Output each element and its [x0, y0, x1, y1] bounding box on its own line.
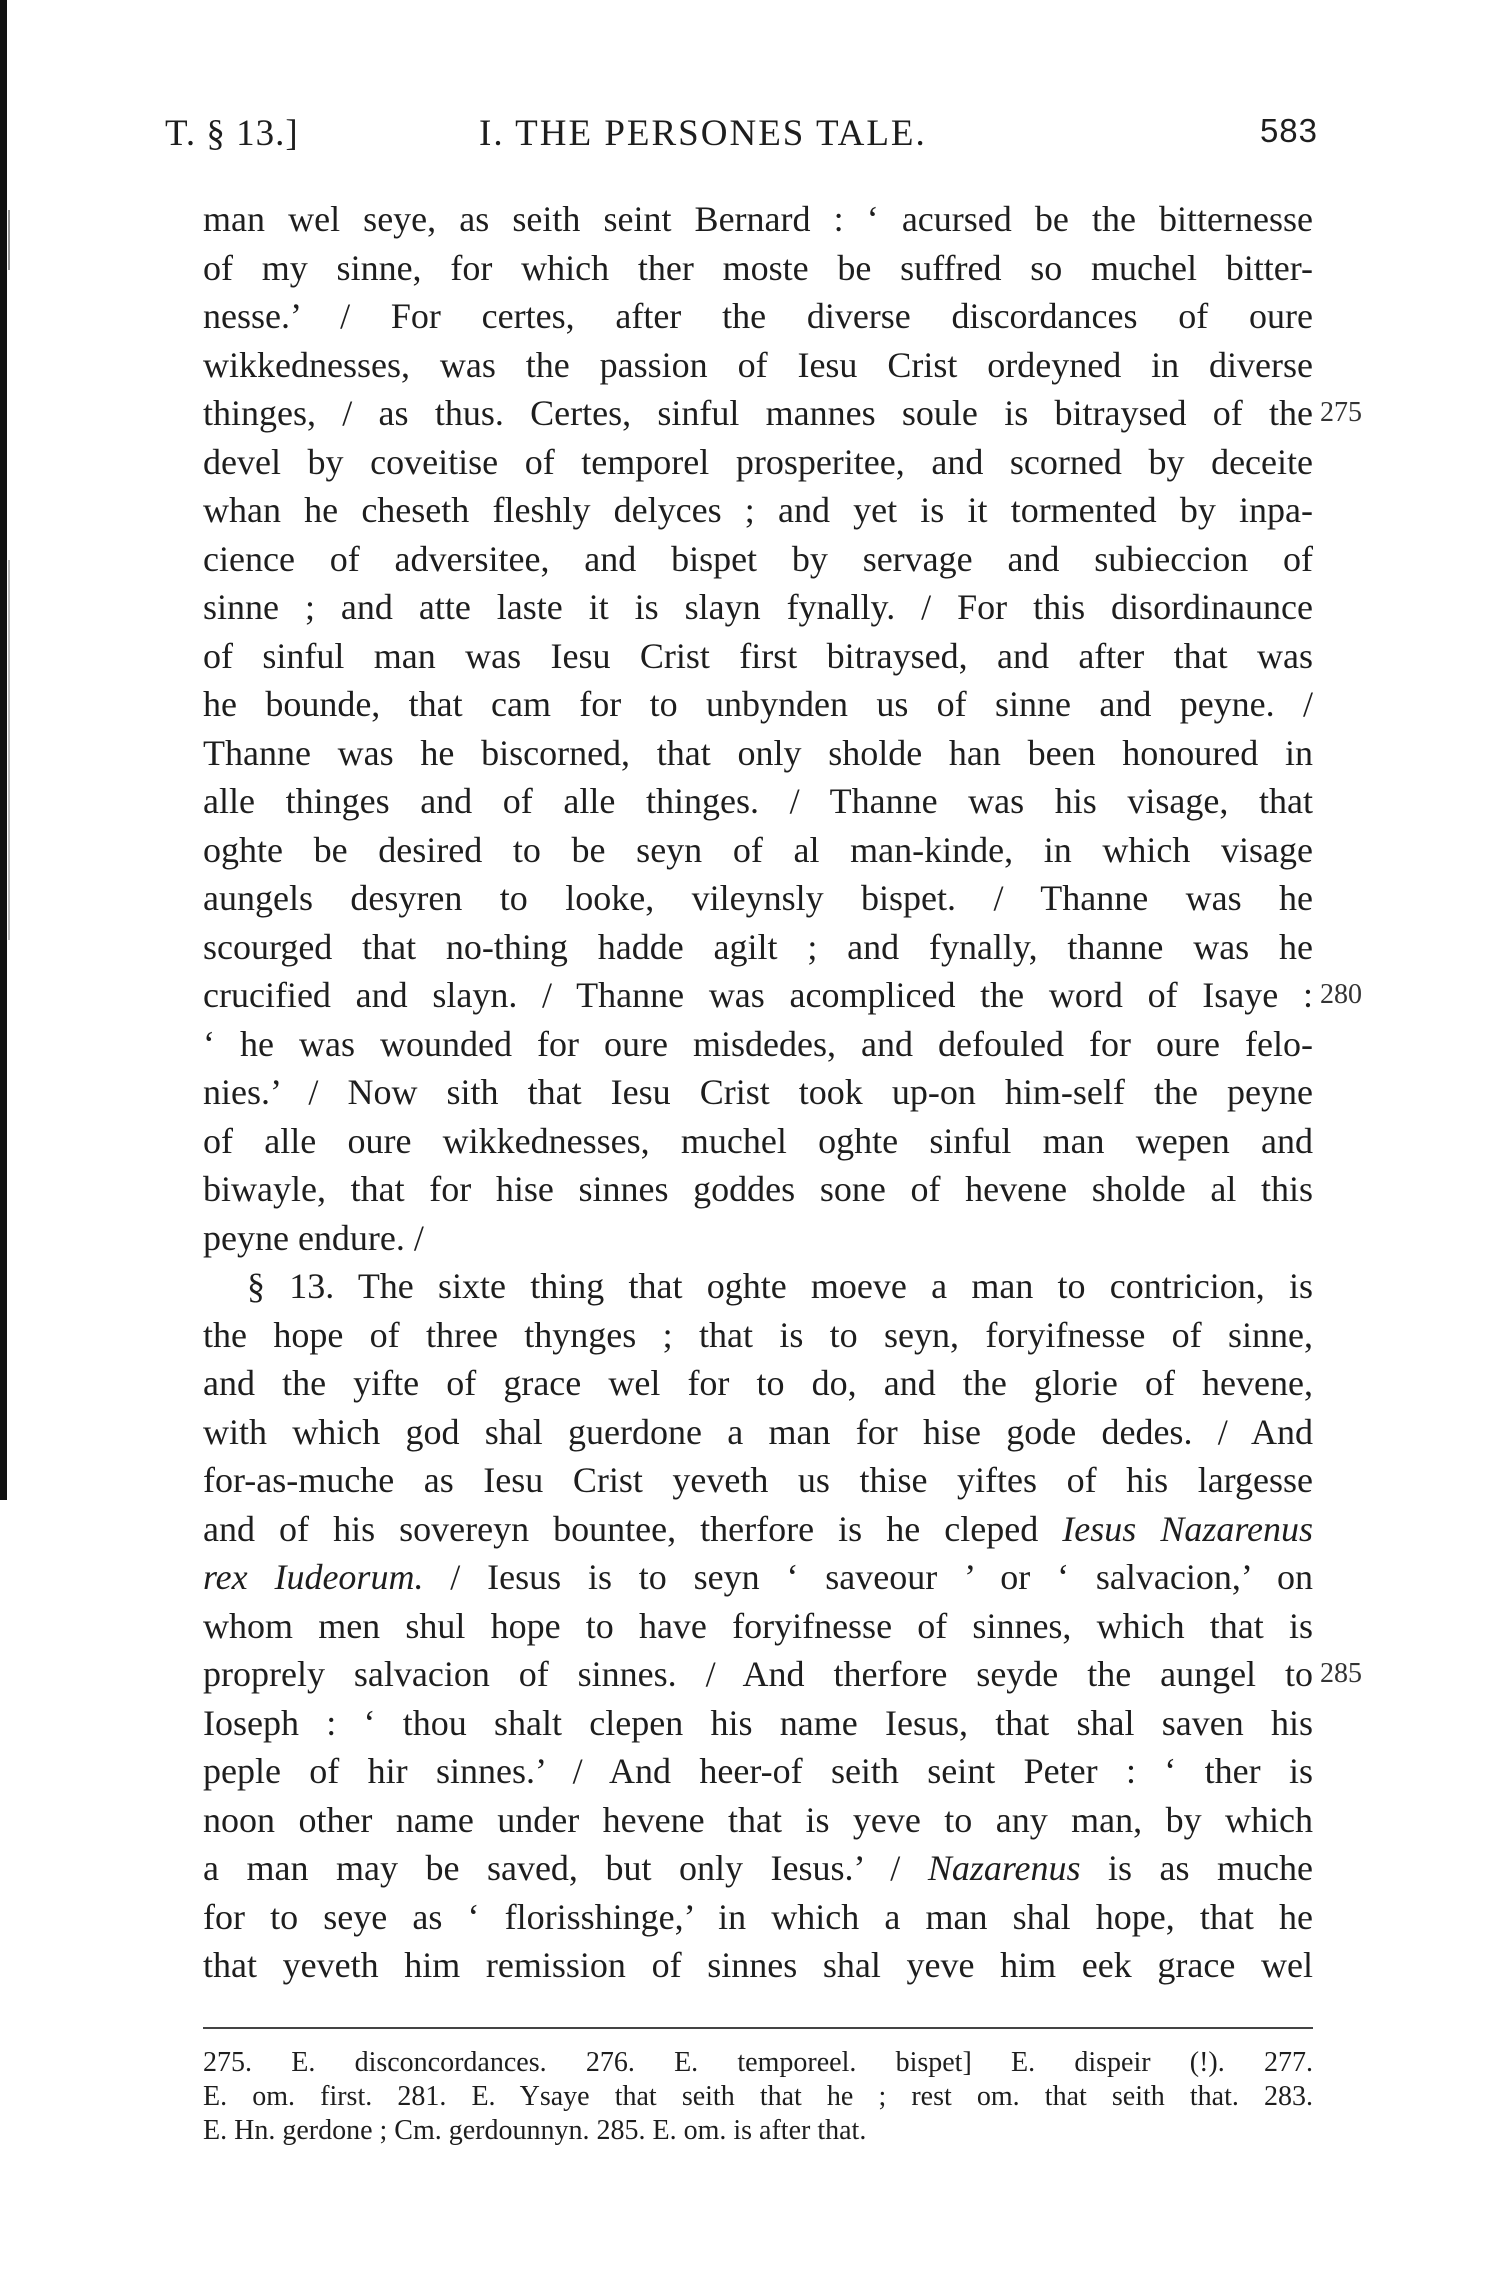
line-text: ‘ he was wounded for oure misdedes, and defouled for oure felo-: [203, 1023, 1313, 1064]
line-number: 275: [1320, 397, 1362, 428]
line-number: 285: [1320, 1658, 1362, 1689]
line-text: for-as-muche as Iesu Crist yeveth us thise yiftes of his largesse: [203, 1460, 1313, 1500]
text-line: [203, 1262, 1313, 1311]
text-line: [203, 438, 1313, 487]
binding-speck: [8, 210, 10, 270]
line-text: with which god shal guerdone a man for hise gode dedes. / And: [203, 1411, 1313, 1452]
line-text: the hope of three thynges ; that is to seyn, foryifnesse of sinne,: [203, 1314, 1313, 1355]
line-text: Thanne was he biscorned, that only sholde han been honoured in: [203, 732, 1313, 773]
line-text: aungels desyren to looke, vileynsly bispet. / Thanne was he: [203, 878, 1313, 918]
text-line: [203, 1408, 1313, 1457]
text-line: [203, 971, 1362, 1020]
page-title: I. THE PERSONES TALE.: [479, 113, 927, 154]
line-text: proprely salvacion of sinnes. / And therfore seyde the aungel to: [203, 1654, 1313, 1694]
line-text: Ioseph : ‘ thou shalt clepen his name Iesus, that shal saven his: [203, 1702, 1313, 1743]
line-text: alle thinges and of alle thinges. / Thanne was his visage, that: [203, 781, 1313, 821]
text-line: [203, 1650, 1362, 1699]
section-reference: T. § 13.]: [165, 113, 299, 154]
line-text: of my sinne, for which ther moste be suffred so muchel bitter-: [203, 247, 1313, 288]
text-line: [203, 195, 1313, 244]
line-text: a man may be saved, but only Iesus.’ /: [203, 1848, 901, 1888]
text-line: [203, 1359, 1313, 1408]
line-text: nies.’ / Now sith that Iesu Crist took up-on him-self the peyne: [203, 1072, 1313, 1112]
line-text: noon other name under hevene that is yeve to any man, by which: [203, 1799, 1313, 1840]
text-line: [203, 244, 1313, 293]
footnote-line: 275. E. disconcordances. 276. E. temporeel. bispet] E. dispeir (!). 277.: [203, 2047, 1313, 2078]
line-text-tail: is as muche: [1108, 1848, 1313, 1888]
footnotes: [203, 2046, 1313, 2148]
line-text: devel by coveitise of temporel prosperitee, and scorned by deceite: [203, 441, 1313, 482]
footnote-line: E. om. first. 281. E. Ysaye that seith that he ; rest om. that seith that. 283.: [203, 2081, 1313, 2112]
text-line: [203, 535, 1313, 584]
text-line: [203, 1214, 1313, 1263]
line-text: § 13. The sixte thing that oghte moeve a man to contricion, is: [247, 1266, 1313, 1306]
text-line: [203, 1602, 1313, 1651]
line-text: thinges, / as thus. Certes, sinful mannes soule is bitraysed of the: [203, 393, 1313, 433]
text-line: [203, 486, 1313, 535]
line-text: biwayle, that for hise sinnes goddes sone of hevene sholde al this: [203, 1169, 1313, 1209]
italic-phrase: rex Iudeorum.: [203, 1557, 424, 1597]
main-text: [203, 195, 1362, 1990]
text-line: [203, 1505, 1313, 1554]
text-line: [203, 1553, 1313, 1602]
text-line: [203, 1117, 1313, 1166]
text-line: [203, 1165, 1313, 1214]
line-text: and of his sovereyn bountee, therfore is he cleped: [203, 1508, 1039, 1549]
line-text: that yeveth him remission of sinnes shal yeve him eek grace wel: [203, 1945, 1313, 1985]
line-text: / Iesus is to seyn ‘ saveour ’ or ‘ salvacion,’ on: [450, 1557, 1314, 1597]
text-line: [203, 1699, 1313, 1748]
line-text: whom men shul hope to have foryifnesse of sinnes, which that is: [203, 1605, 1313, 1646]
binding-speck: [8, 560, 10, 940]
text-line: [203, 1068, 1313, 1117]
line-text: wikkednesses, was the passion of Iesu Crist ordeyned in diverse: [203, 344, 1313, 385]
text-line: [203, 680, 1313, 729]
text-line: [203, 389, 1362, 438]
line-text: cience of adversitee, and bispet by servage and subieccion of: [203, 538, 1313, 579]
italic-phrase: Iesus Nazarenus: [1062, 1508, 1314, 1549]
line-text: crucified and slayn. / Thanne was acompliced the word of Isaye :: [203, 975, 1313, 1015]
italic-phrase: Nazarenus: [927, 1848, 1081, 1888]
text-line: [203, 1456, 1313, 1505]
line-text: sinne ; and atte laste it is slayn fynally. / For this disordinaunce: [203, 587, 1313, 627]
line-text: peyne endure. /: [203, 1217, 424, 1258]
text-line: [203, 1844, 1313, 1893]
text-line: [203, 826, 1313, 875]
text-line: [203, 923, 1313, 972]
text-line: [203, 1893, 1313, 1942]
line-text: and the yifte of grace wel for to do, and the glorie of hevene,: [203, 1363, 1313, 1403]
text-line: [203, 292, 1313, 341]
binding-edge: [0, 0, 7, 1500]
text-line: [203, 874, 1313, 923]
page-number: 583: [1259, 112, 1318, 149]
line-number: 280: [1320, 979, 1362, 1010]
text-line: [203, 1796, 1313, 1845]
running-header: [165, 112, 1318, 162]
text-line: [203, 1747, 1313, 1796]
text-line: [203, 341, 1313, 390]
footnote-divider: [203, 2027, 1313, 2029]
line-text: of sinful man was Iesu Crist first bitraysed, and after that was: [203, 635, 1313, 676]
text-line: [203, 777, 1313, 826]
line-text: he bounde, that cam for to unbynden us of sinne and peyne. /: [203, 684, 1313, 724]
text-line: [203, 583, 1313, 632]
text-line: [203, 632, 1313, 681]
text-line: [203, 1941, 1313, 1990]
line-text: for to seye as ‘ florisshinge,’ in which a man shal hope, that he: [203, 1896, 1313, 1937]
line-text: man wel seye, as seith seint Bernard : ‘ acursed be the bitternesse: [203, 199, 1313, 239]
text-line: [203, 1311, 1313, 1360]
text-line: [203, 729, 1313, 778]
footnote-line: E. Hn. gerdone ; Cm. gerdounnyn. 285. E. om. is after that.: [203, 2115, 867, 2146]
line-text: scourged that no-thing hadde agilt ; and fynally, thanne was he: [203, 926, 1313, 967]
line-text: whan he cheseth fleshly delyces ; and yet is it tormented by inpa-: [203, 490, 1313, 530]
line-text: oghte be desired to be seyn of al man-kinde, in which visage: [203, 829, 1313, 870]
line-text: peple of hir sinnes.’ / And heer-of seith seint Peter : ‘ ther is: [203, 1751, 1313, 1791]
text-line: [203, 1020, 1313, 1069]
line-text: nesse.’ / For certes, after the diverse discordances of oure: [203, 296, 1313, 336]
line-text: of alle oure wikkednesses, muchel oghte sinful man wepen and: [203, 1120, 1313, 1161]
